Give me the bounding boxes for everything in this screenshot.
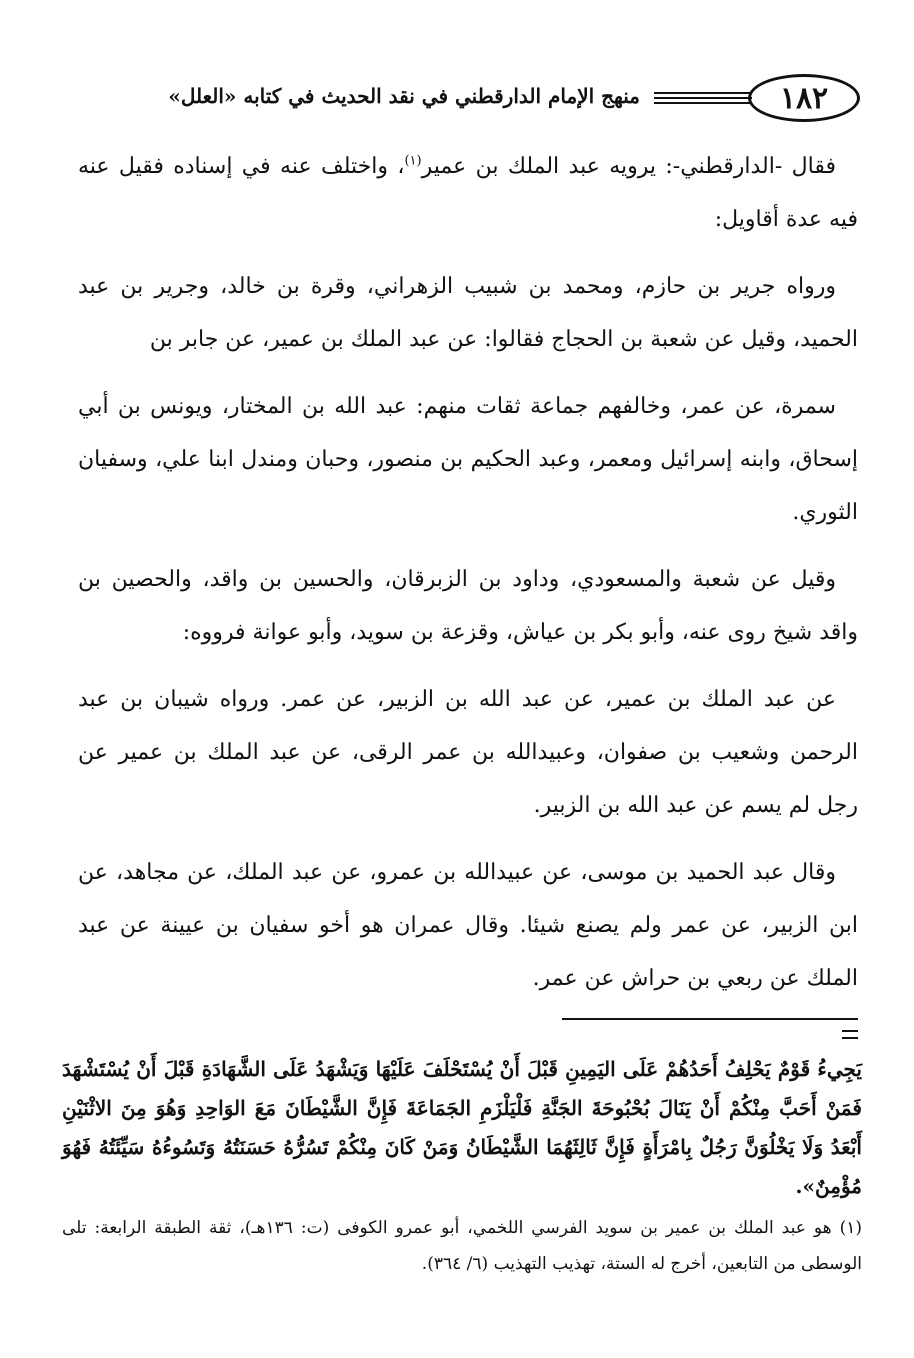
main-text (78, 140, 858, 1019)
paragraph (78, 140, 858, 246)
paragraph: ورواه جرير بن حازم، ومحمد بن شبيب الزهراني، وقرة بن خالد، وجرير بن عبد الحميد، وقيل عن شعبة بن الحجاج فقالوا: عن عبد الملك بن عمير، عن جابر بن (78, 274, 858, 352)
footnote-1: (١) هو عبد الملك بن عمير بن سويد الفرسي اللخمي، أبو عمرو الكوفى (ت: ١٣٦هـ)، ثقة الطبقة الرابعة: تلى الوسطى من التابعين، أخرج له الستة، تهذيب التهذيب (٦/ ٣٦٤). (62, 1218, 862, 1274)
page-header (60, 70, 860, 130)
paragraph: عن عبد الملك بن عمير، عن عبد الله بن الزبير، عن عمر. ورواه شيبان بن عبد الرحمن وشعيب بن صفوان، وعبيدالله بن عمر الرقى، عن عبد الملك بن عمير عن رجل لم يسم عن عبد الله بن الزبير. (78, 687, 858, 818)
running-title: منهج الإمام الدارقطني في نقد الحديث في كتابه «العلل» (168, 84, 640, 108)
header-rule (654, 97, 752, 99)
paragraph-text: ، واختلف عنه في إسناده فقيل عنه فيه عدة أقاويل: (78, 154, 858, 232)
page-number: ١٨٢ (748, 74, 860, 122)
paragraph: وقال عبد الحميد بن موسى، عن عبيدالله بن عمرو، عن عبد الملك، عن مجاهد، عن ابن الزبير، عن عمر ولم يصنع شيئا. وقال عمران هو أخو سفيان بن عيينة عن عبد الملك عن ربعي بن حراش عن عمر. (78, 860, 858, 991)
header-rule (654, 102, 752, 104)
footnote-ref: (١) (404, 153, 422, 169)
footnotes (62, 1050, 862, 1282)
paragraph: سمرة، عن عمر، وخالفهم جماعة ثقات منهم: عبد الله بن المختار، ويونس بن أبي إسحاق، وابنه إسرائيل ومعمر، وعبد الحكيم بن منصور، وحبان ومندل ابنا علي، وسفيان الثوري. (78, 394, 858, 525)
paragraph-text: فقال -الدارقطني-: يرويه عبد الملك بن عمير (421, 154, 836, 179)
footnote-hadith-continuation: يَجِيءُ قَوْمٌ يَحْلِفُ أَحَدُهُمْ عَلَى اليَمِينِ قَبْلَ أَنْ يُسْتَحْلَفَ عَلَيْهَا وَيَشْهَدُ عَلَى الشَّهَادَةِ قَبْلَ أَنْ يُسْتَشْهَدَ فَمَنْ أَحَبَّ مِنْكُمْ أَنْ يَنَالَ بُحْبُوحَةَ الجَنَّةِ فَلْيَلْزَمِ الجَمَاعَةَ فَإِنَّ الشَّيْطَانَ مَعَ الوَاحِدِ وَهُوَ مِنَ الاثْنَيْنِ أَبْعَدُ وَلَا يَخْلُوَنَّ رَجُلٌ بِامْرَأَةٍ فَإِنَّ ثَالِثَهُمَا الشَّيْطَانُ وَمَنْ كَانَ مِنْكُمْ تَسُرُّهُ حَسَنَتُهُ وَتَسُوءُهُ سَيِّئَتُهُ فَهُوَ مُؤْمِنٌ». (62, 1057, 862, 1198)
footnote-separator (562, 1018, 858, 1020)
header-rule (654, 92, 752, 94)
continuation-mark (842, 1030, 858, 1039)
paragraph: وقيل عن شعبة والمسعودي، وداود بن الزبرقان، والحسين بن واقد، والحصين بن واقد شيخ روى عنه، وأبو بكر بن عياش، وقزعة بن سويد، وأبو عوانة فرووه: (78, 567, 858, 645)
